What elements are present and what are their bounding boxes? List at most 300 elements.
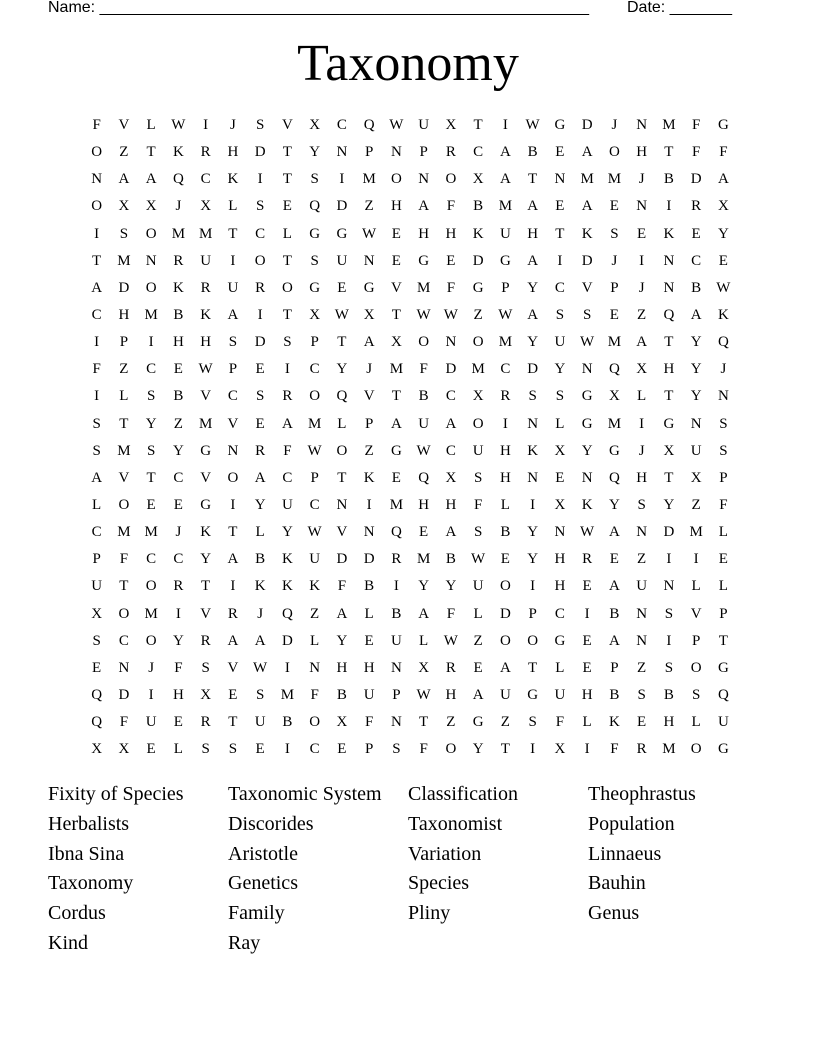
- grid-cell[interactable]: Z: [173, 415, 183, 432]
- grid-cell[interactable]: K: [172, 144, 184, 161]
- grid-cell[interactable]: P: [419, 144, 428, 161]
- grid-cell[interactable]: M: [498, 198, 513, 215]
- grid-cell[interactable]: C: [146, 551, 157, 568]
- grid-cell[interactable]: A: [445, 524, 457, 541]
- grid-cell[interactable]: U: [636, 578, 648, 595]
- grid-cell[interactable]: M: [171, 225, 186, 242]
- grid-cell[interactable]: X: [445, 117, 457, 134]
- grid-cell[interactable]: M: [389, 361, 404, 378]
- grid-cell[interactable]: I: [148, 334, 154, 351]
- grid-cell[interactable]: H: [581, 687, 593, 704]
- grid-cell[interactable]: Y: [472, 741, 484, 758]
- grid-cell[interactable]: V: [200, 388, 212, 405]
- grid-cell[interactable]: O: [145, 279, 157, 296]
- grid-cell[interactable]: N: [445, 334, 457, 351]
- grid-cell[interactable]: D: [336, 551, 348, 568]
- grid-cell[interactable]: Z: [364, 198, 374, 215]
- grid-cell[interactable]: I: [230, 252, 236, 269]
- grid-cell[interactable]: P: [719, 469, 728, 486]
- grid-cell[interactable]: U: [472, 578, 484, 595]
- grid-cell[interactable]: G: [309, 225, 321, 242]
- grid-cell[interactable]: E: [691, 225, 701, 242]
- grid-cell[interactable]: D: [281, 632, 293, 649]
- grid-cell[interactable]: N: [663, 578, 675, 595]
- grid-cell[interactable]: E: [609, 551, 619, 568]
- grid-cell[interactable]: W: [443, 632, 458, 649]
- grid-cell[interactable]: A: [363, 334, 375, 351]
- grid-cell[interactable]: K: [281, 578, 293, 595]
- grid-cell[interactable]: T: [119, 578, 129, 595]
- grid-cell[interactable]: O: [281, 279, 293, 296]
- grid-cell[interactable]: S: [691, 687, 701, 704]
- grid-cell[interactable]: L: [691, 714, 701, 731]
- grid-cell[interactable]: X: [418, 659, 430, 676]
- grid-cell[interactable]: D: [118, 279, 130, 296]
- grid-cell[interactable]: M: [416, 279, 431, 296]
- grid-cell[interactable]: M: [662, 741, 676, 758]
- grid-cell[interactable]: W: [416, 442, 431, 459]
- grid-cell[interactable]: C: [336, 117, 347, 134]
- grid-cell[interactable]: E: [173, 361, 183, 378]
- grid-cell[interactable]: N: [527, 415, 539, 432]
- grid-cell[interactable]: U: [200, 252, 212, 269]
- grid-cell[interactable]: F: [719, 144, 728, 161]
- grid-cell[interactable]: S: [719, 415, 728, 432]
- date-field[interactable]: Date: _______: [627, 0, 732, 16]
- grid-cell[interactable]: T: [664, 388, 674, 405]
- grid-cell[interactable]: S: [528, 714, 537, 731]
- grid-cell[interactable]: W: [416, 687, 431, 704]
- grid-cell[interactable]: L: [92, 497, 102, 514]
- grid-cell[interactable]: N: [636, 524, 648, 541]
- grid-cell[interactable]: E: [718, 252, 728, 269]
- grid-cell[interactable]: U: [336, 252, 348, 269]
- grid-cell[interactable]: A: [145, 171, 157, 188]
- grid-cell[interactable]: U: [717, 714, 729, 731]
- grid-cell[interactable]: E: [582, 632, 592, 649]
- grid-cell[interactable]: Z: [691, 497, 701, 514]
- grid-cell[interactable]: M: [117, 442, 131, 459]
- grid-cell[interactable]: E: [364, 632, 374, 649]
- grid-cell[interactable]: P: [228, 361, 238, 378]
- grid-cell[interactable]: H: [499, 469, 511, 486]
- grid-cell[interactable]: U: [690, 442, 702, 459]
- grid-cell[interactable]: S: [473, 524, 483, 541]
- grid-cell[interactable]: L: [718, 524, 728, 541]
- grid-cell[interactable]: C: [445, 442, 456, 459]
- grid-cell[interactable]: I: [693, 551, 699, 568]
- grid-cell[interactable]: O: [690, 659, 702, 676]
- grid-cell[interactable]: S: [92, 442, 101, 459]
- grid-cell[interactable]: O: [499, 632, 511, 649]
- grid-cell[interactable]: D: [445, 361, 457, 378]
- grid-cell[interactable]: T: [473, 117, 483, 134]
- grid-cell[interactable]: K: [472, 225, 484, 242]
- grid-cell[interactable]: U: [418, 117, 430, 134]
- grid-cell[interactable]: G: [390, 442, 402, 459]
- grid-cell[interactable]: E: [555, 144, 565, 161]
- grid-cell[interactable]: V: [390, 279, 402, 296]
- grid-cell[interactable]: I: [175, 605, 181, 622]
- grid-cell[interactable]: O: [472, 415, 484, 432]
- grid-cell[interactable]: O: [145, 632, 157, 649]
- grid-cell[interactable]: X: [717, 198, 729, 215]
- grid-cell[interactable]: R: [255, 442, 266, 459]
- grid-cell[interactable]: F: [446, 605, 456, 622]
- grid-cell[interactable]: P: [691, 632, 701, 649]
- grid-cell[interactable]: T: [282, 252, 292, 269]
- grid-cell[interactable]: L: [364, 605, 374, 622]
- grid-cell[interactable]: I: [666, 551, 672, 568]
- grid-cell[interactable]: M: [498, 334, 513, 351]
- grid-cell[interactable]: V: [690, 605, 702, 622]
- grid-cell[interactable]: G: [499, 252, 511, 269]
- grid-cell[interactable]: G: [717, 117, 729, 134]
- grid-cell[interactable]: A: [91, 279, 103, 296]
- grid-cell[interactable]: A: [227, 551, 239, 568]
- grid-cell[interactable]: C: [500, 361, 511, 378]
- grid-cell[interactable]: N: [636, 632, 648, 649]
- grid-cell[interactable]: M: [416, 551, 431, 568]
- grid-cell[interactable]: A: [608, 632, 620, 649]
- grid-cell[interactable]: L: [500, 497, 510, 514]
- grid-cell[interactable]: E: [173, 714, 183, 731]
- grid-cell[interactable]: G: [527, 687, 539, 704]
- grid-cell[interactable]: L: [310, 632, 320, 649]
- grid-cell[interactable]: U: [390, 632, 402, 649]
- grid-cell[interactable]: H: [418, 225, 430, 242]
- grid-cell[interactable]: N: [690, 415, 702, 432]
- grid-cell[interactable]: U: [418, 415, 430, 432]
- grid-cell[interactable]: W: [198, 361, 213, 378]
- grid-cell[interactable]: E: [391, 252, 401, 269]
- grid-cell[interactable]: B: [255, 551, 266, 568]
- grid-cell[interactable]: K: [608, 714, 620, 731]
- grid-cell[interactable]: U: [554, 687, 566, 704]
- grid-cell[interactable]: X: [390, 334, 402, 351]
- grid-cell[interactable]: S: [637, 687, 646, 704]
- grid-cell[interactable]: W: [471, 551, 486, 568]
- grid-cell[interactable]: P: [310, 469, 319, 486]
- grid-cell[interactable]: P: [392, 687, 401, 704]
- grid-cell[interactable]: A: [527, 252, 539, 269]
- grid-cell[interactable]: E: [337, 741, 347, 758]
- grid-cell[interactable]: X: [91, 741, 103, 758]
- grid-cell[interactable]: Y: [527, 524, 539, 541]
- grid-cell[interactable]: K: [227, 171, 239, 188]
- grid-cell[interactable]: B: [473, 198, 484, 215]
- grid-cell[interactable]: Q: [309, 198, 321, 215]
- grid-cell[interactable]: H: [554, 551, 566, 568]
- grid-cell[interactable]: X: [309, 307, 321, 324]
- grid-cell[interactable]: F: [473, 497, 483, 514]
- grid-cell[interactable]: T: [282, 307, 292, 324]
- grid-cell[interactable]: G: [418, 252, 430, 269]
- grid-cell[interactable]: A: [472, 687, 484, 704]
- grid-cell[interactable]: R: [200, 144, 211, 161]
- grid-cell[interactable]: D: [581, 117, 593, 134]
- grid-cell[interactable]: A: [636, 334, 648, 351]
- grid-cell[interactable]: H: [636, 469, 648, 486]
- grid-cell[interactable]: J: [638, 279, 645, 296]
- grid-cell[interactable]: J: [229, 117, 236, 134]
- grid-cell[interactable]: C: [473, 144, 484, 161]
- grid-cell[interactable]: Z: [310, 605, 320, 622]
- grid-cell[interactable]: Y: [172, 632, 184, 649]
- grid-cell[interactable]: H: [445, 497, 457, 514]
- grid-cell[interactable]: M: [144, 307, 158, 324]
- grid-cell[interactable]: F: [92, 361, 101, 378]
- grid-cell[interactable]: R: [255, 279, 266, 296]
- grid-cell[interactable]: I: [502, 415, 508, 432]
- grid-cell[interactable]: L: [473, 605, 483, 622]
- grid-cell[interactable]: T: [337, 334, 347, 351]
- grid-cell[interactable]: G: [200, 497, 212, 514]
- grid-cell[interactable]: W: [307, 524, 322, 541]
- grid-cell[interactable]: Y: [445, 578, 457, 595]
- grid-cell[interactable]: N: [527, 469, 539, 486]
- grid-cell[interactable]: L: [146, 117, 156, 134]
- grid-cell[interactable]: P: [364, 741, 374, 758]
- grid-cell[interactable]: Q: [717, 334, 729, 351]
- grid-cell[interactable]: C: [309, 361, 320, 378]
- grid-cell[interactable]: S: [201, 659, 210, 676]
- grid-cell[interactable]: E: [555, 469, 565, 486]
- grid-cell[interactable]: C: [309, 741, 320, 758]
- grid-cell[interactable]: T: [228, 225, 238, 242]
- grid-cell[interactable]: F: [364, 714, 374, 731]
- grid-cell[interactable]: K: [200, 524, 212, 541]
- grid-cell[interactable]: U: [499, 687, 511, 704]
- grid-cell[interactable]: W: [307, 442, 322, 459]
- grid-cell[interactable]: H: [172, 334, 184, 351]
- grid-cell[interactable]: B: [282, 714, 293, 731]
- grid-cell[interactable]: L: [119, 388, 129, 405]
- grid-cell[interactable]: M: [662, 117, 676, 134]
- grid-cell[interactable]: S: [310, 252, 319, 269]
- grid-cell[interactable]: M: [144, 605, 158, 622]
- grid-cell[interactable]: Q: [717, 687, 729, 704]
- grid-cell[interactable]: P: [610, 659, 619, 676]
- grid-cell[interactable]: I: [584, 741, 590, 758]
- grid-cell[interactable]: M: [144, 524, 158, 541]
- grid-cell[interactable]: O: [118, 605, 130, 622]
- grid-cell[interactable]: W: [716, 279, 731, 296]
- grid-cell[interactable]: S: [255, 117, 265, 134]
- grid-cell[interactable]: Y: [717, 225, 729, 242]
- grid-cell[interactable]: M: [198, 225, 213, 242]
- grid-cell[interactable]: S: [473, 469, 483, 486]
- grid-cell[interactable]: S: [146, 388, 156, 405]
- grid-cell[interactable]: N: [118, 659, 130, 676]
- grid-cell[interactable]: Y: [663, 497, 675, 514]
- grid-cell[interactable]: S: [255, 198, 265, 215]
- grid-cell[interactable]: S: [119, 225, 129, 242]
- grid-cell[interactable]: B: [445, 551, 456, 568]
- grid-cell[interactable]: C: [554, 605, 565, 622]
- grid-cell[interactable]: D: [254, 334, 266, 351]
- grid-cell[interactable]: I: [284, 741, 290, 758]
- grid-cell[interactable]: T: [228, 714, 238, 731]
- grid-cell[interactable]: T: [337, 469, 347, 486]
- grid-cell[interactable]: S: [719, 442, 728, 459]
- grid-cell[interactable]: O: [499, 578, 511, 595]
- grid-cell[interactable]: Y: [309, 144, 321, 161]
- grid-cell[interactable]: G: [336, 225, 348, 242]
- grid-cell[interactable]: G: [581, 415, 593, 432]
- grid-cell[interactable]: Z: [119, 144, 129, 161]
- grid-cell[interactable]: L: [555, 415, 565, 432]
- grid-cell[interactable]: X: [554, 442, 566, 459]
- grid-cell[interactable]: E: [473, 659, 483, 676]
- grid-cell[interactable]: A: [418, 198, 430, 215]
- grid-cell[interactable]: N: [554, 524, 566, 541]
- grid-cell[interactable]: V: [200, 469, 212, 486]
- grid-cell[interactable]: X: [472, 388, 484, 405]
- grid-cell[interactable]: E: [92, 659, 102, 676]
- grid-cell[interactable]: S: [310, 171, 319, 188]
- grid-cell[interactable]: J: [638, 442, 645, 459]
- grid-cell[interactable]: E: [255, 415, 265, 432]
- grid-cell[interactable]: Q: [663, 307, 675, 324]
- grid-cell[interactable]: F: [174, 659, 183, 676]
- grid-cell[interactable]: B: [609, 687, 620, 704]
- grid-cell[interactable]: Q: [336, 388, 348, 405]
- grid-cell[interactable]: R: [282, 388, 293, 405]
- grid-cell[interactable]: L: [419, 632, 429, 649]
- grid-cell[interactable]: N: [227, 442, 239, 459]
- grid-cell[interactable]: C: [227, 388, 238, 405]
- grid-cell[interactable]: P: [92, 551, 101, 568]
- grid-cell[interactable]: R: [445, 144, 456, 161]
- grid-cell[interactable]: O: [145, 578, 157, 595]
- grid-cell[interactable]: Q: [172, 171, 184, 188]
- grid-cell[interactable]: O: [145, 225, 157, 242]
- grid-cell[interactable]: I: [666, 198, 672, 215]
- grid-cell[interactable]: W: [580, 334, 595, 351]
- grid-cell[interactable]: N: [636, 117, 648, 134]
- grid-cell[interactable]: A: [254, 469, 266, 486]
- grid-cell[interactable]: T: [718, 632, 728, 649]
- grid-cell[interactable]: T: [664, 469, 674, 486]
- grid-cell[interactable]: L: [582, 714, 592, 731]
- grid-cell[interactable]: F: [555, 714, 565, 731]
- grid-cell[interactable]: I: [230, 578, 236, 595]
- grid-cell[interactable]: N: [390, 144, 402, 161]
- grid-cell[interactable]: A: [499, 144, 511, 161]
- grid-cell[interactable]: U: [227, 279, 239, 296]
- grid-cell[interactable]: F: [719, 497, 728, 514]
- grid-cell[interactable]: C: [255, 225, 266, 242]
- grid-cell[interactable]: J: [611, 252, 618, 269]
- grid-cell[interactable]: E: [391, 225, 401, 242]
- grid-cell[interactable]: G: [363, 279, 375, 296]
- grid-cell[interactable]: U: [499, 225, 511, 242]
- grid-cell[interactable]: T: [146, 144, 156, 161]
- grid-cell[interactable]: H: [445, 225, 457, 242]
- grid-cell[interactable]: Y: [554, 361, 566, 378]
- grid-cell[interactable]: X: [663, 442, 675, 459]
- grid-cell[interactable]: L: [555, 659, 565, 676]
- grid-cell[interactable]: B: [173, 388, 184, 405]
- grid-cell[interactable]: U: [554, 334, 566, 351]
- grid-cell[interactable]: S: [92, 415, 101, 432]
- grid-cell[interactable]: X: [118, 198, 130, 215]
- grid-cell[interactable]: I: [584, 605, 590, 622]
- grid-cell[interactable]: S: [255, 388, 265, 405]
- grid-cell[interactable]: F: [610, 741, 619, 758]
- grid-cell[interactable]: S: [146, 442, 156, 459]
- grid-cell[interactable]: H: [445, 687, 457, 704]
- grid-cell[interactable]: O: [608, 144, 620, 161]
- grid-cell[interactable]: E: [500, 551, 510, 568]
- grid-cell[interactable]: Z: [637, 551, 647, 568]
- grid-cell[interactable]: E: [255, 741, 265, 758]
- grid-cell[interactable]: P: [501, 279, 510, 296]
- grid-cell[interactable]: S: [392, 741, 401, 758]
- grid-cell[interactable]: W: [362, 225, 377, 242]
- grid-cell[interactable]: R: [582, 551, 593, 568]
- grid-cell[interactable]: L: [282, 225, 292, 242]
- grid-cell[interactable]: H: [200, 334, 212, 351]
- grid-cell[interactable]: U: [281, 497, 293, 514]
- grid-cell[interactable]: I: [530, 578, 536, 595]
- grid-cell[interactable]: Z: [637, 659, 647, 676]
- grid-cell[interactable]: A: [227, 307, 239, 324]
- grid-cell[interactable]: I: [639, 252, 645, 269]
- grid-cell[interactable]: E: [555, 198, 565, 215]
- grid-cell[interactable]: T: [92, 252, 102, 269]
- grid-cell[interactable]: W: [389, 117, 404, 134]
- grid-cell[interactable]: N: [390, 714, 402, 731]
- grid-cell[interactable]: O: [254, 252, 266, 269]
- grid-cell[interactable]: X: [336, 714, 348, 731]
- grid-cell[interactable]: C: [118, 632, 129, 649]
- grid-cell[interactable]: D: [472, 252, 484, 269]
- grid-cell[interactable]: I: [203, 117, 209, 134]
- grid-cell[interactable]: R: [227, 605, 238, 622]
- grid-cell[interactable]: D: [690, 171, 702, 188]
- grid-cell[interactable]: A: [91, 469, 103, 486]
- grid-cell[interactable]: F: [119, 551, 129, 568]
- grid-cell[interactable]: I: [639, 415, 645, 432]
- grid-cell[interactable]: M: [307, 415, 322, 432]
- grid-cell[interactable]: A: [581, 198, 593, 215]
- grid-cell[interactable]: E: [609, 307, 619, 324]
- grid-cell[interactable]: T: [664, 144, 674, 161]
- grid-cell[interactable]: F: [283, 442, 292, 459]
- grid-cell[interactable]: Q: [363, 117, 375, 134]
- grid-cell[interactable]: Y: [145, 415, 157, 432]
- grid-cell[interactable]: X: [145, 198, 157, 215]
- grid-cell[interactable]: F: [119, 714, 129, 731]
- grid-cell[interactable]: Q: [91, 714, 103, 731]
- grid-cell[interactable]: I: [94, 388, 100, 405]
- grid-cell[interactable]: F: [419, 361, 428, 378]
- grid-cell[interactable]: N: [309, 659, 321, 676]
- grid-cell[interactable]: M: [362, 171, 376, 188]
- grid-cell[interactable]: A: [499, 659, 511, 676]
- grid-cell[interactable]: N: [91, 171, 103, 188]
- grid-cell[interactable]: S: [664, 659, 674, 676]
- grid-cell[interactable]: P: [719, 605, 728, 622]
- grid-cell[interactable]: M: [607, 415, 622, 432]
- grid-cell[interactable]: O: [690, 741, 702, 758]
- grid-cell[interactable]: G: [472, 714, 484, 731]
- grid-cell[interactable]: S: [582, 307, 592, 324]
- grid-cell[interactable]: Z: [446, 714, 456, 731]
- grid-cell[interactable]: H: [390, 198, 402, 215]
